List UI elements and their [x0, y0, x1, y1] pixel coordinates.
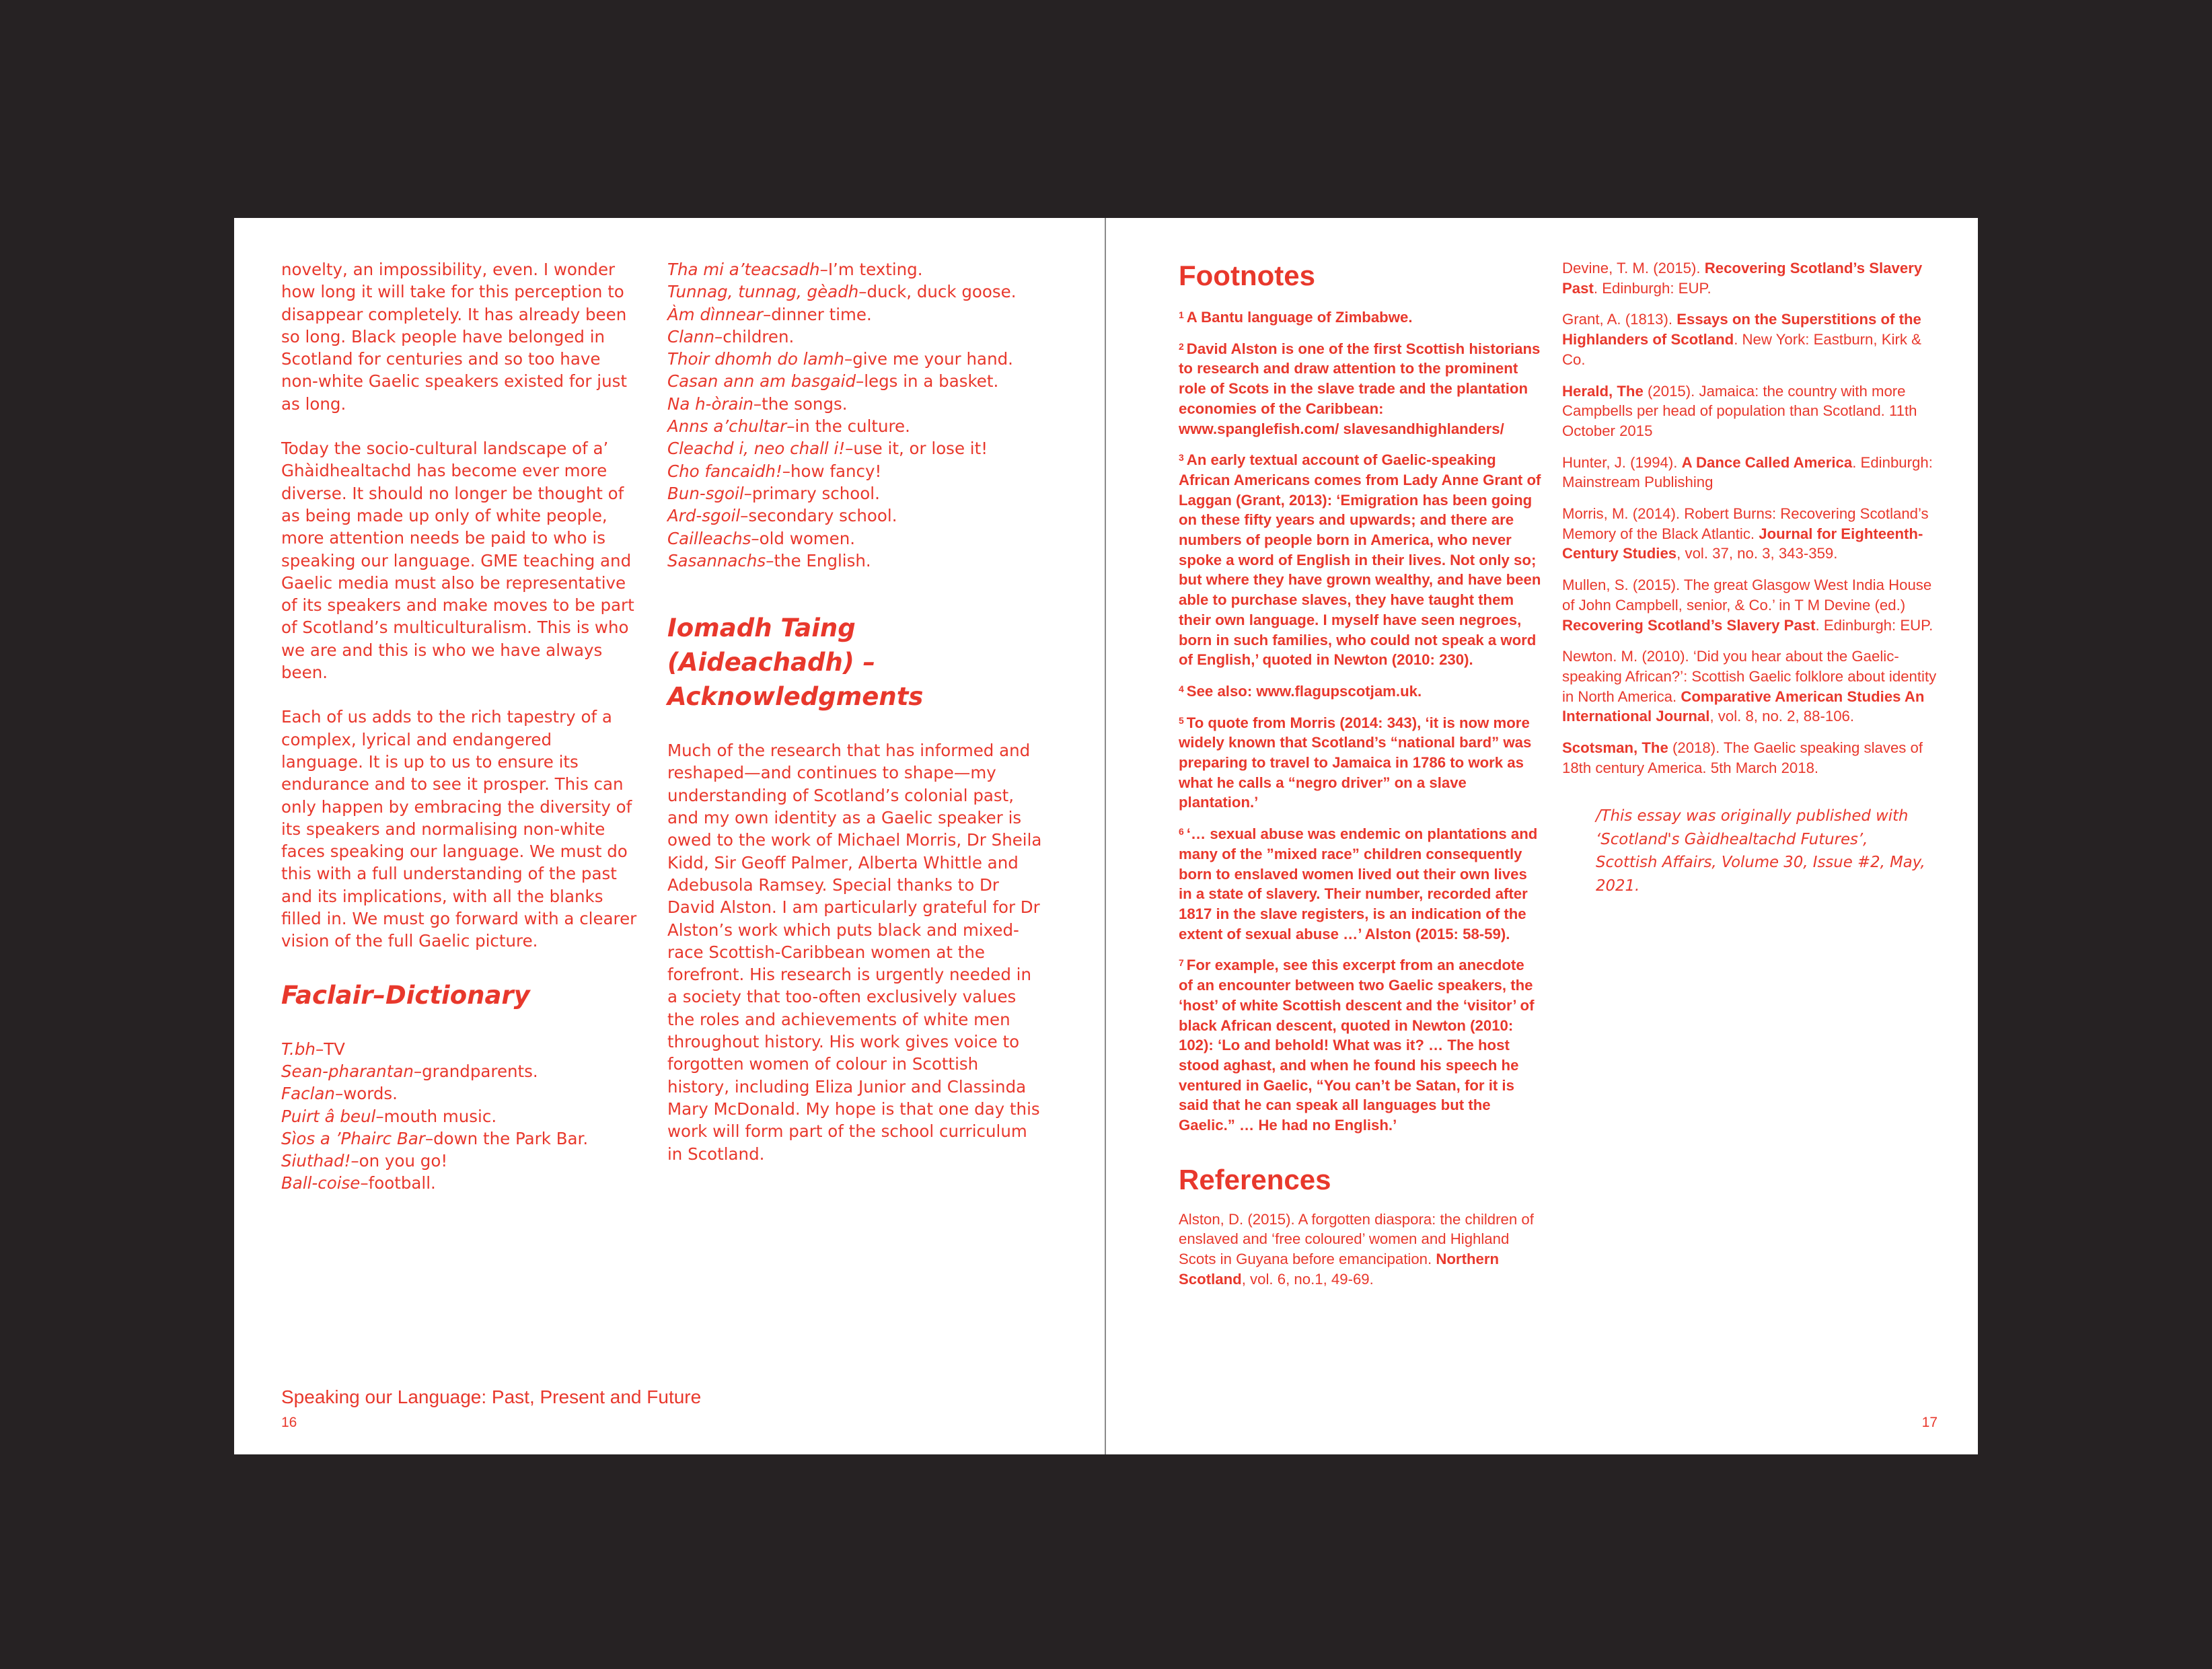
left-column-1: [281, 258, 638, 1195]
reference-details: , vol. 6, no.1, 49-69.: [1241, 1270, 1374, 1288]
reference-title: Northern Scotland: [1179, 1251, 1500, 1288]
english-meaning: –children.: [714, 326, 795, 346]
reference-details: (2018). The Gaelic speaking slaves of 18th century America. 5th March 2018.: [1562, 739, 1923, 776]
dictionary-entry: [667, 393, 1044, 415]
reference-text: Alston, D. (2015). A forgotten diaspora: the children of enslaved and ‘free coloured’ women and Highland Scots in Guyana before emancipation.: [1179, 1210, 1534, 1268]
english-meaning: –dinner time.: [763, 304, 872, 324]
footnote: [1179, 711, 1542, 813]
gaelic-term: Cho fancaidh!: [667, 461, 782, 481]
footnote-number: 7: [1179, 957, 1184, 969]
dictionary-entry: [667, 482, 1044, 505]
gaelic-term: Faclan: [281, 1084, 335, 1104]
reference-entry: [1562, 575, 1939, 635]
dictionary-entry: [667, 281, 1044, 303]
reference-details: . Edinburgh: EUP.: [1593, 279, 1711, 297]
gaelic-term: Anns a’chultar: [667, 416, 787, 437]
dictionary-entry: [667, 550, 1044, 572]
reference-entry: [1562, 309, 1939, 369]
reference-entry: [1562, 738, 1939, 778]
footnote: [1179, 448, 1542, 670]
reference-details: , vol. 37, no. 3, 343-359.: [1676, 545, 1838, 562]
gaelic-term: Thoir dhomh do lamh: [667, 349, 844, 369]
reference-details: . New York: Eastburn, Kirk & Co.: [1562, 331, 1921, 368]
reference-entry: [1562, 504, 1939, 564]
dictionary-entry: [667, 505, 1044, 527]
footnote-text: An early textual account of Gaelic-speaking African Americans comes from Lady Anne Grant of Laggan (Grant, 2013): ‘Emigration has been going on these fifty years and upwards; and there are numbers of people born in America, who never spoke a word of English in their lives. Not only so; but where they have grown wealthy, and have been able to purchase slaves, they have taught them their own language. I myself have seen negroes, born in such families, who could not speak a word of English,’ quoted in Newton (2010: 230).: [1179, 451, 1541, 669]
footnotes-heading: Footnotes: [1179, 260, 1315, 291]
dictionary-entry: [667, 437, 1044, 459]
dictionary-entry: [281, 1060, 638, 1082]
english-meaning: –down the Park Bar.: [425, 1128, 589, 1148]
gaelic-term: Casan ann am basgaid: [667, 371, 856, 392]
publication-note: /This essay was originally published with ‘Scotland's Gàidhealtachd Futures’, Scottish Affairs, Volume 30, Issue #2, May, 2021.: [1596, 807, 1925, 895]
running-title: Speaking our Language: Past, Present and Future: [281, 1386, 702, 1407]
gaelic-term: Cleachd i, neo chall i!: [667, 439, 846, 459]
essay-body: [281, 258, 638, 953]
reference-title: A Dance Called America: [1681, 453, 1853, 471]
reference-entry: [1562, 453, 1939, 492]
gaelic-term: Ball-coise: [281, 1173, 361, 1193]
acknowledgments-body: [667, 739, 1044, 1165]
reference-entry: [1562, 646, 1939, 727]
english-meaning: –legs in a basket.: [856, 371, 999, 392]
essay-paragraph: Today the socio-cultural landscape of a’ Ghàidhealtachd has become ever more diverse. It should no longer be thought of as being made up only of white people, more attention needs be paid to who is speaking our language. GME teaching and Gaelic media must also be representative of its speakers and make moves to be part of Scotland’s multiculturalism. This is who we are and this is who we have always been.: [281, 439, 634, 683]
dictionary-entry: [667, 348, 1044, 370]
left-column-2: [667, 258, 1044, 1187]
footnote-text: To quote from Morris (2014: 343), ‘it is now more widely known that Scotland’s “national bard” was preparing to travel to Jamaica in 1786 to work as what he calls a “negro driver” on a slave plantation.’: [1179, 714, 1532, 811]
english-meaning: –give me your hand.: [844, 349, 1013, 369]
reference-text: Hunter, J. (1994).: [1562, 453, 1682, 471]
essay-paragraph: novelty, an impossibility, even. I wonder how long it will take for this perception to disappear completely. It has already been so long. Black people have belonged in Scotland for centuries and so too have non-white Gaelic speakers existed for just as long.: [281, 260, 627, 414]
reference-details: (2015). Jamaica: the country with more Campbells per head of population than Scotland. 11th October 2015: [1562, 382, 1917, 439]
reference-details: . Edinburgh: Mainstream Publishing: [1562, 453, 1933, 491]
english-meaning: –on you go!: [351, 1151, 448, 1171]
footnote: [1179, 337, 1542, 439]
english-meaning: –how fancy!: [782, 461, 882, 481]
right-column-2: [1562, 258, 1939, 897]
references-heading: References: [1179, 1163, 1331, 1195]
gaelic-term: Tunnag, tunnag, gèadh: [667, 282, 859, 302]
dictionary-list-continued: [667, 258, 1044, 572]
gaelic-term: Tha mi a’teacsadh: [667, 260, 820, 279]
reference-title: Herald, The: [1562, 382, 1644, 400]
gaelic-term: T.bh: [281, 1039, 316, 1059]
gaelic-term: Ard-sgoil: [667, 506, 741, 526]
left-page: [234, 218, 1105, 1454]
english-meaning: –secondary school.: [740, 506, 897, 526]
reference-text: Devine, T. M. (2015).: [1562, 260, 1705, 276]
gaelic-term: Na h-òrain: [667, 394, 753, 414]
reference-details: . Edinburgh: EUP.: [1815, 616, 1933, 634]
footnote-text: See also: www.flagupscotjam.uk.: [1186, 682, 1422, 700]
right-page: [1106, 218, 1978, 1454]
english-meaning: –football.: [360, 1173, 436, 1193]
reference-entry: [1562, 258, 1939, 298]
footnote-text: David Alston is one of the first Scottish historians to research and draw attention to the prominent role of Scots in the slave trade and the plantation economies of the Caribbean: www.spanglefish.com/ slavesandhighlanders/: [1179, 340, 1541, 437]
reference-entry: [1562, 381, 1939, 441]
reference-details: , vol. 8, no. 2, 88-106.: [1709, 708, 1855, 725]
footnote-number: 2: [1179, 340, 1184, 352]
dictionary-entry: [281, 1038, 638, 1060]
english-meaning: –old women.: [751, 528, 856, 548]
acknowledgments-paragraph: Much of the research that has informed and reshaped—and continues to shape—my understanding of Scotland’s colonial past, and my own identity as a Gaelic speaker is owed to the work of Michael Morris, Dr Sheila Kidd, Sir Geoff Palmer, Alberta Whittle and Adebusola Ramsey. Special thanks to Dr David Alston. I am particularly grateful for Dr Alston’s work which puts black and mixed-race Scottish-Caribbean women at the forefront. His research is urgently needed in a society that too-often exclusively values the roles and achievements of white men throughout history. His work gives voice to forgotten women of colour in Scottish history, including Eliza Junior and Classinda Mary McDonald. My hope is that one day this work will form part of the school curriculum in Scotland.: [667, 741, 1042, 1164]
dictionary-entry: [667, 303, 1044, 326]
reference-title: Recovering Scotland’s Slavery Past: [1562, 616, 1816, 634]
footnote: [1179, 305, 1542, 328]
right-column-1: [1179, 258, 1542, 1301]
dictionary-entry: [667, 415, 1044, 437]
dictionary-list: [281, 1038, 638, 1195]
dictionary-entry: [667, 527, 1044, 550]
dictionary-heading: Faclair–Dictionary: [281, 980, 530, 1010]
dictionary-entry: [667, 370, 1044, 392]
book-spread: [234, 218, 1978, 1454]
reference-title: Journal for Eighteenth-Century Studies: [1562, 525, 1923, 562]
gaelic-term: Cailleachs: [667, 528, 751, 548]
english-meaning: –TV: [315, 1039, 345, 1059]
english-meaning: –grandparents.: [413, 1061, 538, 1081]
dictionary-entry: [281, 1150, 638, 1172]
footnote-text: For example, see this excerpt from an anecdote of an encounter between two Gaelic speakers, the ‘host’ of white Scottish descent and the ‘visitor’ of black African descent, quoted in Newton (2010: 102): ‘Lo and behold! What was it? … The host stood aghast, and when he found his speech he ventured in Gaelic, “You can’t be Satan, for it is said that he can speak all languages but the Gaelic.” … He had no English.’: [1179, 957, 1535, 1134]
acknowledgments-heading: Iomadh Taing (Aideachadh) –Acknowledgments: [667, 614, 924, 712]
reference-title: Essays on the Superstitions of the Highlanders of Scotland: [1562, 311, 1921, 348]
dictionary-entry: [281, 1082, 638, 1105]
english-meaning: –primary school.: [743, 483, 880, 503]
reference-title: Comparative American Studies An International Journal: [1562, 688, 1925, 725]
footnote-number: 6: [1179, 826, 1184, 838]
footnote-text: A Bantu language of Zimbabwe.: [1186, 309, 1413, 326]
reference-entry: [1179, 1210, 1542, 1290]
dictionary-entry: [281, 1172, 638, 1194]
dictionary-entry: [281, 1127, 638, 1150]
english-meaning: –words.: [334, 1084, 398, 1104]
english-meaning: –mouth music.: [375, 1106, 497, 1126]
english-meaning: –the English.: [766, 550, 871, 570]
gaelic-term: Bun-sgoil: [667, 483, 744, 503]
footnote-number: 5: [1179, 714, 1184, 726]
gaelic-term: Àm dìnnear: [667, 304, 763, 324]
gaelic-term: Sasannachs: [667, 550, 766, 570]
footnote: [1179, 679, 1542, 702]
reference-text: Mullen, S. (2015). The great Glasgow West India House of John Campbell, senior, & Co.’ in T M Devine (ed.): [1562, 577, 1932, 614]
footnote: [1179, 822, 1542, 944]
dictionary-entry: [667, 258, 1044, 281]
footnote-number: 1: [1179, 309, 1184, 320]
gaelic-term: Clann: [667, 326, 714, 346]
gaelic-term: Puirt â beul: [281, 1106, 376, 1126]
gaelic-term: Sìos a ’Phairc Bar: [281, 1128, 425, 1148]
dictionary-entry: [667, 326, 1044, 348]
dictionary-entry: [281, 1105, 638, 1127]
english-meaning: –the songs.: [753, 394, 848, 414]
footnote-number: 4: [1179, 683, 1184, 694]
reference-text: Newton. M. (2010). ‘Did you hear about the Gaelic-speaking African?’: Scottish Gaelic folklore about identity in North America.: [1562, 648, 1937, 705]
english-meaning: –duck, duck goose.: [858, 282, 1017, 302]
reference-text: Grant, A. (1813).: [1562, 311, 1677, 328]
page-number-left: 16: [281, 1415, 297, 1430]
footnote: [1179, 953, 1542, 1135]
reference-title: Scotsman, The: [1562, 739, 1668, 757]
page-number-right: 17: [1921, 1415, 1938, 1430]
gaelic-term: Sean-pharantan: [281, 1061, 414, 1081]
essay-paragraph: Each of us adds to the rich tapestry of a complex, lyrical and endangered language. It is up to us to ensure its endurance and to see it prosper. This can only happen by embracing the diversity of its speakers and normalising non-white faces speaking our language. We must do this with a full understanding of the past and its implications, with all the blanks filled in. We must go forward with a clearer vision of the full Gaelic picture.: [281, 707, 637, 951]
reference-text: Morris, M. (2014). Robert Burns: Recovering Scotland’s Memory of the Black Atlantic.: [1562, 505, 1929, 542]
dictionary-entry: [667, 460, 1044, 482]
footnote-text: ‘… sexual abuse was endemic on plantations and many of the ”mixed race” children consequently born to enslaved women lived out their own lives in a state of slavery. Their number, recorded after 1817 in the slave registers, is an indication of the extent of sexual abuse …’ Alston (2015: 58-59).: [1179, 825, 1538, 942]
english-meaning: –in the culture.: [786, 416, 910, 437]
english-meaning: –use it, or lose it!: [845, 439, 988, 459]
footnote-number: 3: [1179, 452, 1184, 463]
gaelic-term: Siuthad!: [281, 1151, 351, 1171]
reference-title: Recovering Scotland’s Slavery Past: [1562, 260, 1923, 297]
english-meaning: –I’m texting.: [819, 260, 923, 279]
